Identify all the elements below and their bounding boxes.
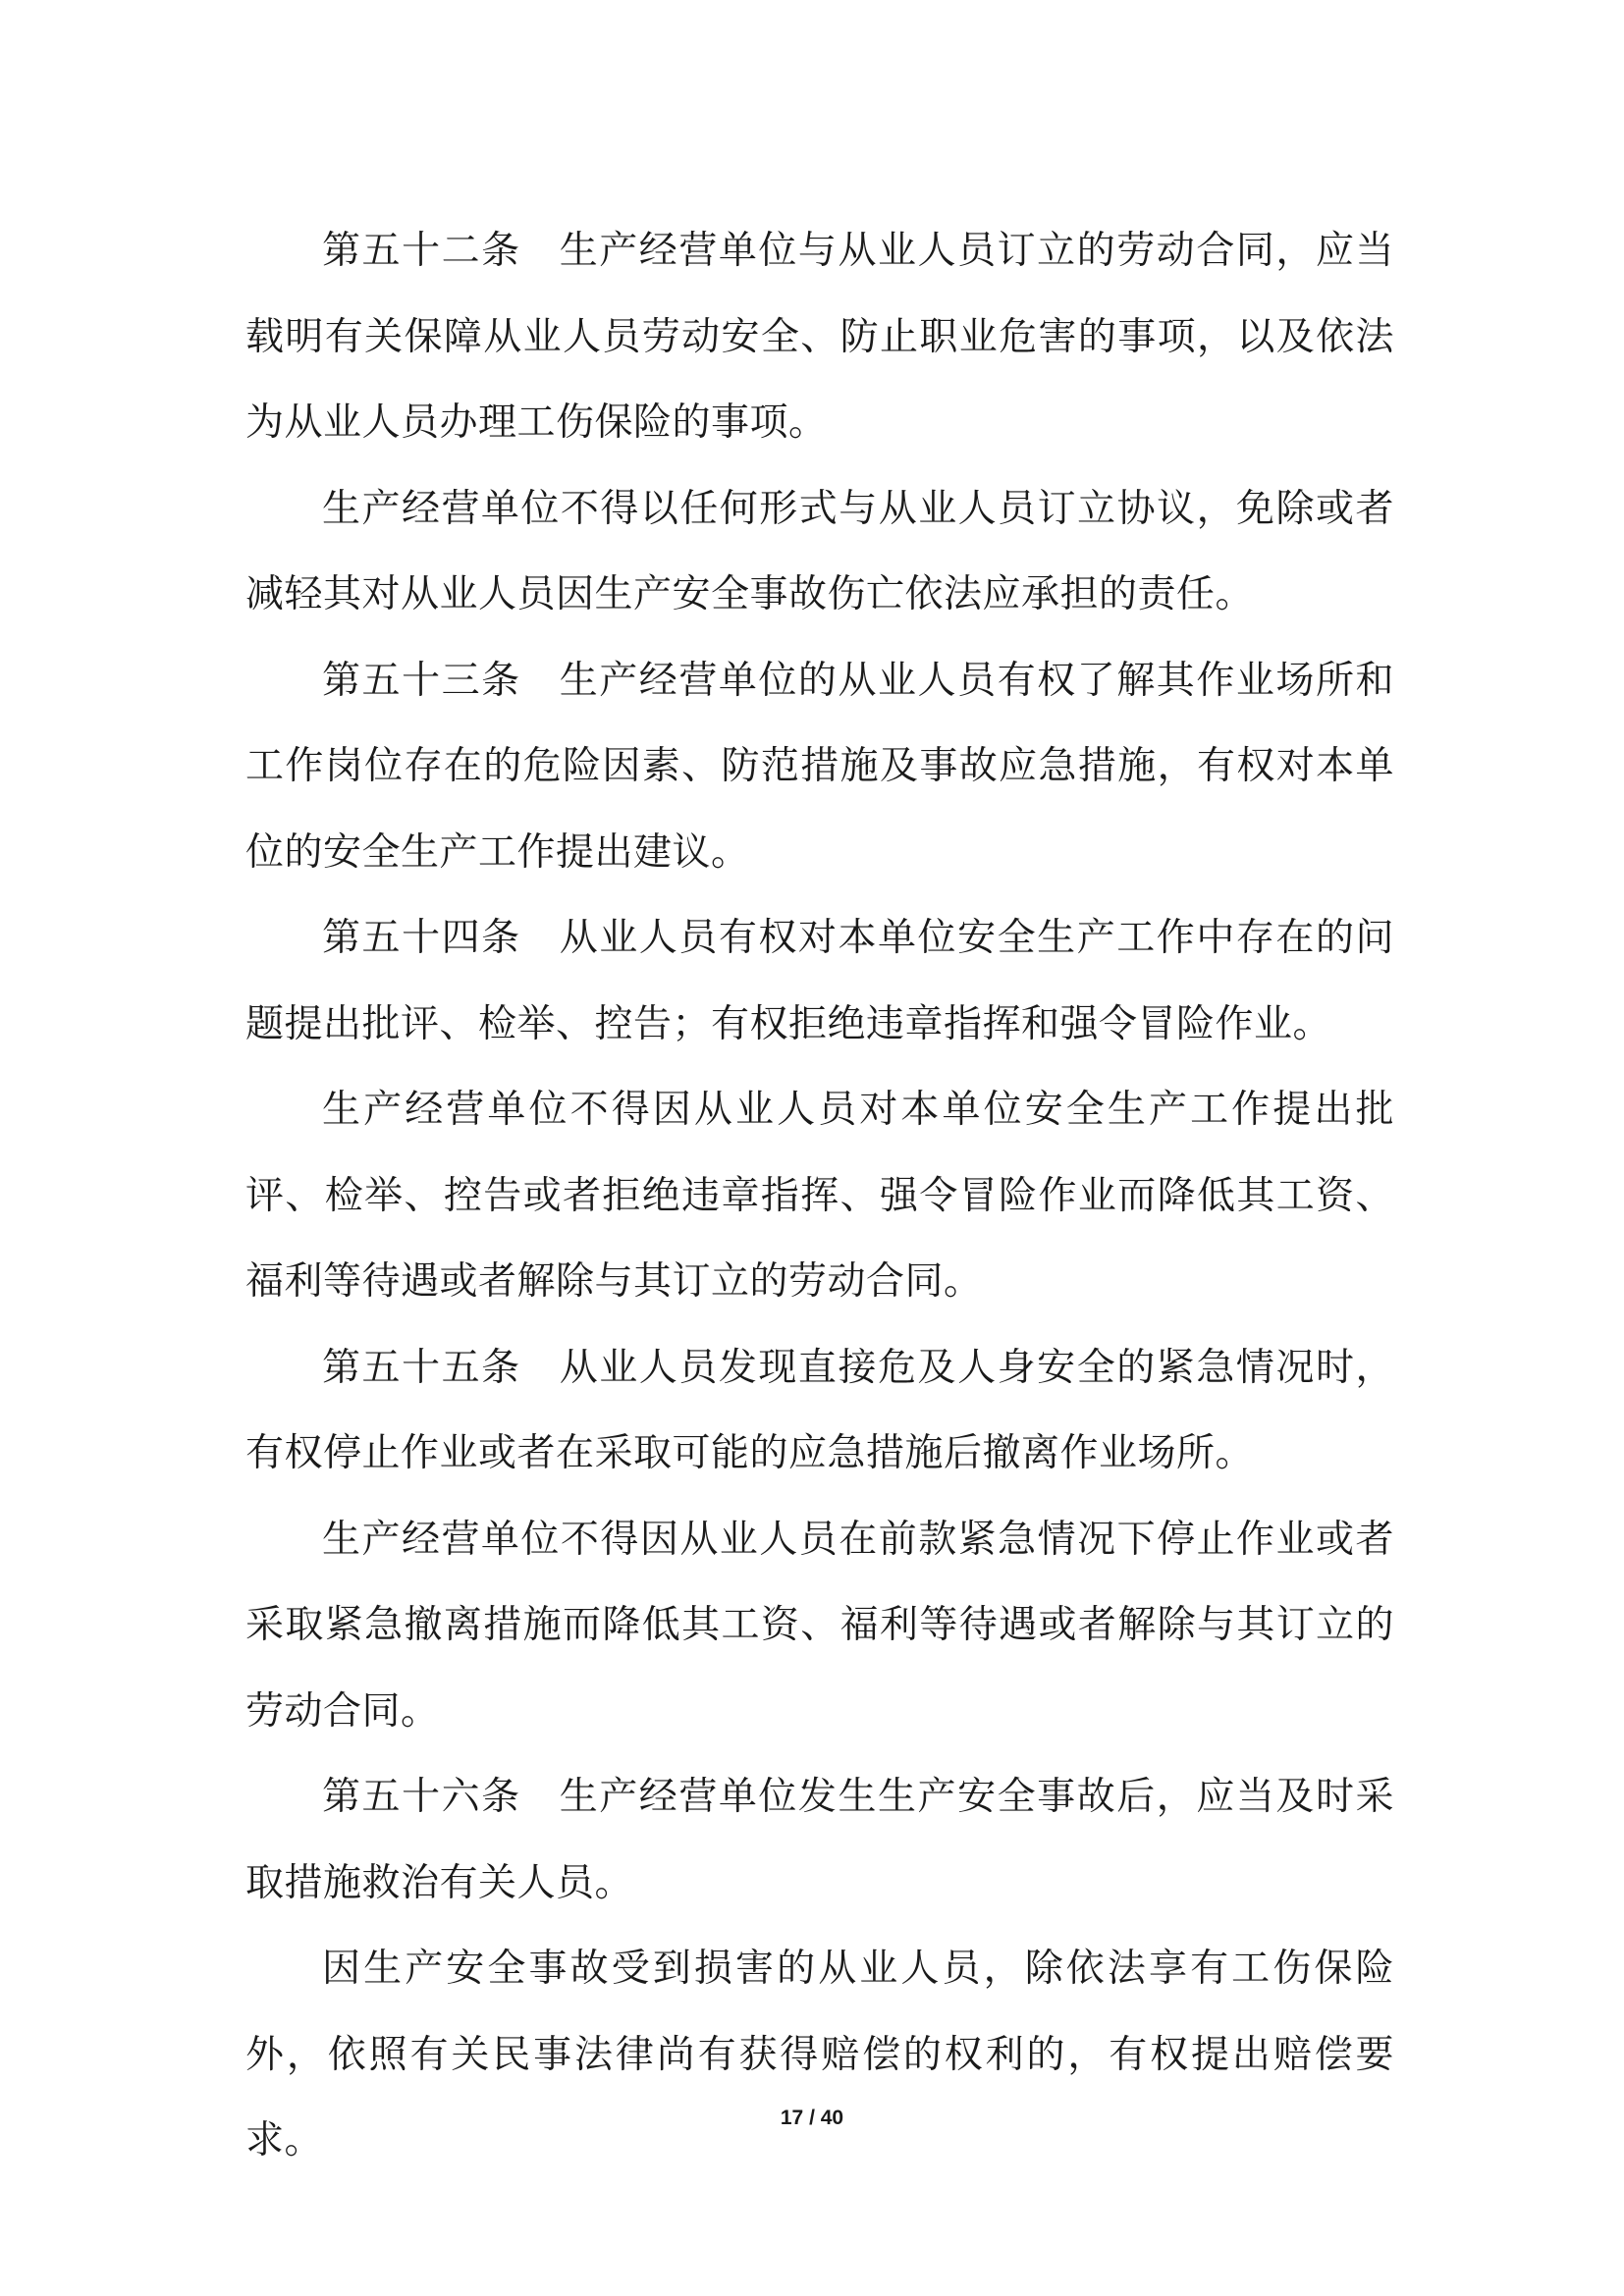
paragraph-article-53: [245, 638, 1394, 896]
paragraph-article-55-clause-2: [245, 1497, 1394, 1755]
paragraph-text: 从业人员发现直接危及人身安全的紧急情况时，有权停止作业或者在采取可能的应急措施后撤离作业场所。: [245, 1345, 1394, 1475]
paragraph-text: 生产经营单位不得因从业人员对本单位安全生产工作提出批评、检举、控告或者拒绝违章指挥、强令冒险作业而降低其工资、福利等待遇或者解除与其订立的劳动合同。: [245, 1088, 1394, 1304]
paragraph-text: 生产经营单位不得以任何形式与从业人员订立协议，免除或者减轻其对从业人员因生产安全事故伤亡依法应承担的责任。: [245, 486, 1394, 616]
article-number: 第五十二条: [322, 229, 521, 273]
paragraph-article-54-clause-2: [245, 1067, 1394, 1325]
paragraph-text: 因生产安全事故受到损害的从业人员，除依法享有工伤保险外，依照有关民事法律尚有获得赔偿的权利的，有权提出赔偿要求。: [245, 1947, 1394, 2163]
paragraph-text: 从业人员有权对本单位安全生产工作中存在的问题提出批评、检举、控告；有权拒绝违章指挥和强令冒险作业。: [245, 916, 1394, 1046]
paragraph-article-52-clause-2: [245, 466, 1394, 638]
page-number: 17 / 40: [780, 2107, 844, 2129]
article-number: 第五十四条: [322, 916, 521, 960]
paragraph-article-55: [245, 1325, 1394, 1497]
article-number: 第五十六条: [322, 1775, 521, 1819]
paragraph-article-56: [245, 1754, 1394, 1926]
paragraph-text: 生产经营单位不得因从业人员在前款紧急情况下停止作业或者采取紧急撤离措施而降低其工资、福利等待遇或者解除与其订立的劳动合同。: [245, 1517, 1394, 1734]
paragraph-text: 生产经营单位的从业人员有权了解其作业场所和工作岗位存在的危险因素、防范措施及事故应急措施，有权对本单位的安全生产工作提出建议。: [245, 658, 1394, 875]
paragraph-text: 生产经营单位发生生产安全事故后，应当及时采取措施救治有关人员。: [245, 1775, 1394, 1905]
document-body: [245, 208, 1394, 2184]
paragraph-article-54: [245, 895, 1394, 1067]
article-number: 第五十三条: [322, 658, 521, 703]
article-number: 第五十五条: [322, 1345, 521, 1390]
paragraph-text: 生产经营单位与从业人员订立的劳动合同，应当载明有关保障从业人员劳动安全、防止职业危害的事项，以及依法为从业人员办理工伤保险的事项。: [245, 229, 1394, 445]
paragraph-article-56-clause-2: [245, 1926, 1394, 2184]
paragraph-article-52: [245, 208, 1394, 466]
